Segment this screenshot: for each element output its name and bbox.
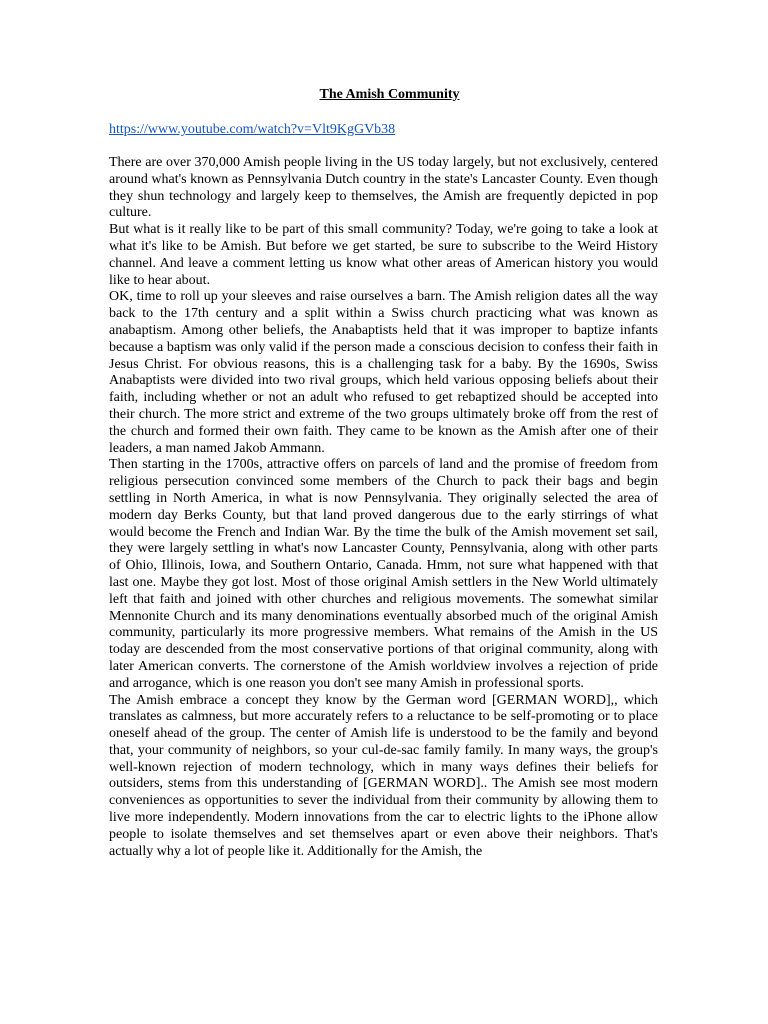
document-title: The Amish Community: [319, 87, 460, 102]
youtube-link[interactable]: https://www.youtube.com/watch?v=Vlt9KgGVb38: [109, 122, 396, 137]
paragraph-3: OK, time to roll up your sleeves and raise ourselves a barn. The Amish religion dates all the way back to the 17th century and a split within a Swiss church practicing what was known as anabaptism. Among other beliefs, the Anabaptists held that it was improper to baptize infants because a baptism was only valid if the person made a conscious decision to confess their faith in Jesus Christ. For obvious reasons, this is a challenging task for a baby. By the 1690s, Swiss Anabaptists were divided into two rival groups, which held various opposing beliefs about their faith, including whether or not an adult who refused to get rebaptized should be accepted into their church. The more strict and extreme of the two groups ultimately broke off from the rest of the church and formed their own faith. They came to be known as the Amish after one of their leaders, a man named Jakob Ammann.: [109, 289, 658, 456]
document-body: [109, 155, 658, 860]
paragraph-5: The Amish embrace a concept they know by the German word [GERMAN WORD],, which translates as calmness, but more accurately refers to a reluctance to be self-promoting or to place oneself ahead of the group. The center of Amish life is understood to be the family and beyond that, your community of neighbors, so your cul-de-sac family family. In many ways, the group's well-known rejection of modern technology, which in many ways defines their beliefs for outsiders, stems from this understanding of [GERMAN WORD].. The Amish see most modern conveniences as opportunities to sever the individual from their community by allowing them to live more independently. Modern innovations from the car to electric lights to the iPhone allow people to isolate themselves and set themselves apart or even above their neighbors. That's actually why a lot of people like it. Additionally for the Amish, the: [109, 692, 658, 859]
paragraph-1: There are over 370,000 Amish people living in the US today largely, but not exclusively, centered around what's known as Pennsylvania Dutch country in the state's Lancaster County. Even though they shun technology and largely keep to themselves, the Amish are frequently depicted in pop culture.: [109, 155, 658, 221]
paragraph-4: Then starting in the 1700s, attractive offers on parcels of land and the promise of freedom from religious persecution convinced some members of the Church to pack their bags and begin settling in North America, in what is now Pennsylvania. They originally selected the area of modern day Berks County, but that land proved dangerous due to the early stirrings of what would become the French and Indian War. By the time the bulk of the Amish movement set sail, they were largely settling in what's now Lancaster County, Pennsylvania, along with other parts of Ohio, Illinois, Iowa, and Southern Ontario, Canada. Hmm, not sure what happened with that last one. Maybe they got lost. Most of those original Amish settlers in the New World ultimately left that faith and joined with other churches and religious movements. The somewhat similar Mennonite Church and its many denominations eventually absorbed much of the original Amish community, particularly its more progressive members. What remains of the Amish in the US today are descended from the most conservative portions of that original community, along with later American converts. The cornerstone of the Amish worldview involves a rejection of pride and arrogance, which is one reason you don't see many Amish in professional sports.: [109, 457, 658, 691]
document-page: [109, 86, 658, 860]
paragraph-2: But what is it really like to be part of this small community? Today, we're going to take a look at what it's like to be Amish. But before we get started, be sure to subscribe to the Weird History channel. And leave a comment letting us know what other areas of American history you would like to hear about.: [109, 222, 658, 288]
